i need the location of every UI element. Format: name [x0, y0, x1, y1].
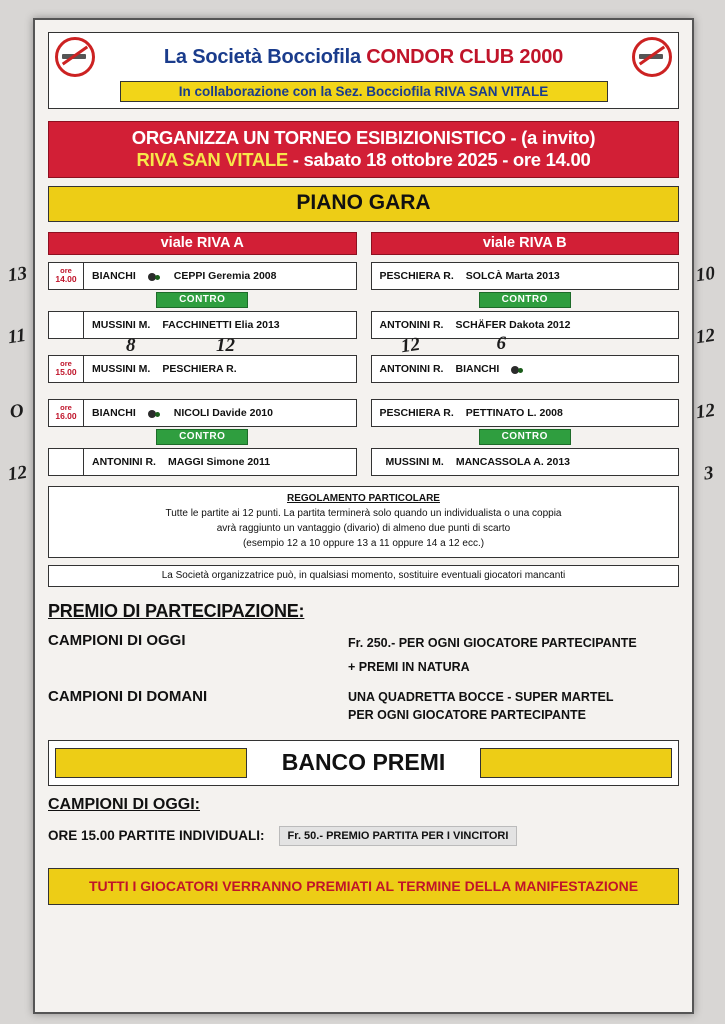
- premio-value: + PREMI IN NATURA: [348, 659, 470, 674]
- boccia-icon: [148, 272, 162, 281]
- collaboration-line: In collaborazione con la Sez. Bocciofila RIVA SAN VITALE: [120, 81, 608, 102]
- player-2: NICOLI Davide 2010: [173, 407, 273, 419]
- player-1: MUSSINI M.: [385, 456, 444, 468]
- poster-content: [6, 32, 717, 1000]
- match-b1: [371, 262, 717, 349]
- ore-label: ore: [60, 402, 72, 412]
- match-players-row1: [84, 400, 356, 426]
- regolamento-box: [48, 486, 679, 558]
- match-b3: [371, 399, 717, 485]
- contro-badge: CONTRO: [156, 429, 248, 445]
- no-smoking-icon: [632, 37, 672, 77]
- player-2: SOLCÀ Marta 2013: [465, 270, 560, 282]
- player-1: ANTONINI R.: [92, 456, 156, 468]
- table-row: [48, 262, 357, 290]
- poster-page: [6, 18, 717, 1014]
- partite-prize: Fr. 50.- PREMIO PARTITA PER I VINCITORI: [279, 826, 518, 846]
- table-row: [371, 355, 680, 383]
- handwritten-score: 10: [694, 262, 717, 287]
- contro-wrap: [371, 429, 680, 445]
- ore-label: ore: [60, 265, 72, 275]
- no-smoking-icon: [55, 37, 95, 77]
- premio-value: UNA QUADRETTA BOCCE - SUPER MARTEL: [348, 689, 614, 704]
- regolamento-line: avrà raggiunto un vantaggio (divario) di almeno due punti di scarto: [216, 523, 511, 534]
- handwritten-score: 12: [694, 399, 717, 424]
- match-players-row1: [372, 356, 679, 382]
- regolamento-note: La Società organizzatrice può, in qualsiasi momento, sostituire eventuali giocatori mancanti: [48, 565, 679, 587]
- event-banner: [48, 121, 679, 178]
- table-row: [48, 355, 357, 383]
- lane-a-title: viale RIVA A: [48, 232, 357, 255]
- handwritten-score: 6: [496, 333, 506, 354]
- lanes-section: [6, 232, 717, 486]
- match-players-row1: [84, 356, 356, 382]
- match-time: [49, 263, 84, 289]
- poster-header: [48, 32, 679, 109]
- player-1: BIANCHI: [92, 270, 136, 282]
- premio-label: CAMPIONI DI OGGI: [48, 632, 186, 649]
- contro-badge: CONTRO: [479, 292, 571, 308]
- match-players-row1: [84, 263, 356, 289]
- match-players-row2: [84, 449, 356, 475]
- regolamento-title: REGOLAMENTO PARTICOLARE: [287, 493, 440, 504]
- handwritten-score: 12: [6, 461, 29, 486]
- ore-label: ore: [60, 358, 72, 368]
- player-2: CEPPI Geremia 2008: [173, 270, 277, 282]
- premio-row: [48, 688, 679, 724]
- yellow-box-left: [55, 748, 247, 778]
- partite-individuali-row: [48, 826, 679, 846]
- player-1: PESCHIERA R.: [379, 407, 454, 419]
- contro-wrap: [48, 429, 357, 445]
- premio-row: [48, 632, 679, 680]
- table-row: [48, 311, 357, 339]
- player-1: ANTONINI R.: [379, 363, 444, 375]
- match-time: [49, 400, 84, 426]
- page-title: [101, 46, 626, 69]
- match-a3: [6, 399, 357, 486]
- premio-grid: [48, 632, 679, 724]
- regolamento-line: (esempio 12 a 10 oppure 13 a 11 oppure 14 a 12 ecc.): [242, 538, 485, 549]
- premio-label: CAMPIONI DI DOMANI: [48, 687, 208, 705]
- club-name-prefix: La Società Bocciofila: [163, 45, 367, 68]
- premio-value: PER OGNI GIOCATORE PARTECIPANTE: [348, 707, 586, 722]
- banner-date: - sabato 18 ottobre 2025 - ore 14.00: [287, 149, 591, 170]
- lane-b: [371, 232, 717, 485]
- player-2: BIANCHI: [455, 363, 500, 375]
- player-2: FACCHINETTI Elia 2013: [162, 319, 280, 331]
- banco-premi-title: BANCO PREMI: [281, 749, 446, 776]
- banner-place: RIVA SAN VITALE: [136, 149, 288, 170]
- banner-line-1: ORGANIZZA UN TORNEO ESIBIZIONISTICO - (a invito): [131, 127, 596, 148]
- player-2: MANCASSOLA A. 2013: [455, 456, 571, 468]
- handwritten-score: 3: [702, 462, 715, 485]
- boccia-icon: [511, 365, 525, 374]
- player-1: MUSSINI M.: [92, 319, 151, 331]
- final-note: TUTTI I GIOCATORI VERRANNO PREMIATI AL TERMINE DELLA MANIFESTAZIONE: [48, 868, 679, 905]
- time-spacer: [49, 449, 84, 475]
- player-1: ANTONINI R.: [379, 319, 444, 331]
- handwritten-score: 12: [694, 324, 717, 349]
- handwritten-score: O: [8, 400, 26, 423]
- handwritten-score: 11: [6, 324, 28, 349]
- campioni-oggi-label: CAMPIONI DI OGGI:: [48, 795, 200, 813]
- time-spacer: [49, 312, 84, 338]
- player-1: PESCHIERA R.: [379, 270, 454, 282]
- contro-wrap: [371, 292, 680, 308]
- yellow-box-right: [480, 748, 672, 778]
- lane-a: [6, 232, 357, 486]
- table-row: [371, 448, 680, 476]
- contro-wrap: [48, 292, 357, 308]
- ore-value: 15.00: [55, 367, 77, 378]
- player-1: MUSSINI M.: [92, 363, 151, 375]
- table-row: [48, 448, 357, 476]
- match-a2: [48, 335, 357, 383]
- banco-premi-box: [48, 740, 679, 786]
- club-name-main: CONDOR CLUB 2000: [366, 45, 564, 68]
- premio-value: Fr. 250.- PER OGNI GIOCATORE PARTECIPANTE: [348, 636, 637, 650]
- match-time: [49, 356, 84, 382]
- piano-gara-title: PIANO GARA: [48, 186, 679, 222]
- player-2: MAGGI Simone 2011: [167, 456, 271, 468]
- regolamento-line: Tutte le partite ai 12 punti. La partita terminerà solo quando un individualista o una coppia: [165, 508, 562, 519]
- player-2: SCHÄFER Dakota 2012: [455, 319, 571, 331]
- table-row: [48, 399, 357, 427]
- handwritten-score: 8: [126, 335, 136, 356]
- premio-values: [348, 632, 679, 680]
- match-players-row2: [372, 449, 679, 475]
- ore-value: 14.00: [55, 274, 77, 285]
- ore-value: 16.00: [55, 411, 77, 422]
- match-players-row1: [372, 400, 679, 426]
- table-row: [371, 399, 680, 427]
- match-b2: [371, 333, 680, 383]
- match-players-row1: [372, 263, 679, 289]
- handwritten-score: 12: [399, 333, 421, 358]
- premio-values: [348, 688, 679, 724]
- player-2: PESCHIERA R.: [162, 363, 237, 375]
- partite-label: ORE 15.00 PARTITE INDIVIDUALI:: [48, 828, 265, 844]
- player-1: BIANCHI: [92, 407, 136, 419]
- contro-badge: CONTRO: [156, 292, 248, 308]
- banner-line-2: [53, 149, 674, 171]
- player-2: PETTINATO L. 2008: [465, 407, 563, 419]
- handwritten-score: 12: [216, 335, 235, 356]
- lane-b-title: viale RIVA B: [371, 232, 680, 255]
- contro-badge: CONTRO: [479, 429, 571, 445]
- table-row: [371, 262, 680, 290]
- boccia-icon: [148, 409, 162, 418]
- premio-title: PREMIO DI PARTECIPAZIONE:: [48, 601, 305, 621]
- handwritten-score: 13: [6, 262, 29, 287]
